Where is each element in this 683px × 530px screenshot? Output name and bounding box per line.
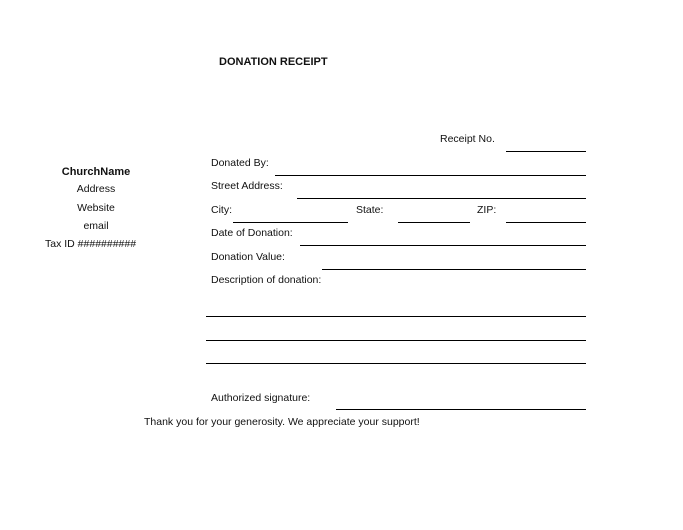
city-label: City: — [211, 204, 232, 216]
description-label: Description of donation: — [211, 274, 322, 286]
description-line-2 — [206, 340, 586, 341]
zip-label: ZIP: — [477, 204, 497, 216]
authorized-signature-line — [336, 409, 586, 410]
church-email: email — [83, 220, 109, 232]
city-line — [233, 222, 348, 223]
street-address-label: Street Address: — [211, 180, 283, 192]
church-address: Address — [76, 183, 116, 195]
description-line-1 — [206, 316, 586, 317]
date-of-donation-line — [300, 245, 586, 246]
state-label: State: — [356, 204, 384, 216]
donated-by-label: Donated By: — [211, 157, 269, 169]
church-name: ChurchName — [61, 166, 131, 178]
donation-value-line — [322, 269, 586, 270]
church-tax-id: Tax ID ########## — [45, 238, 137, 250]
donation-value-label: Donation Value: — [211, 251, 285, 263]
date-of-donation-label: Date of Donation: — [211, 227, 293, 239]
thank-you-note: Thank you for your generosity. We appreciate your support! — [144, 416, 420, 428]
description-line-3 — [206, 363, 586, 364]
street-address-line — [297, 198, 586, 199]
receipt-no-line — [506, 151, 586, 152]
authorized-signature-label: Authorized signature: — [211, 392, 311, 404]
state-line — [398, 222, 470, 223]
zip-line — [506, 222, 586, 223]
document-title: DONATION RECEIPT — [219, 56, 328, 68]
church-website: Website — [77, 202, 115, 214]
donated-by-line — [275, 175, 586, 176]
receipt-no-label: Receipt No. — [440, 133, 495, 145]
